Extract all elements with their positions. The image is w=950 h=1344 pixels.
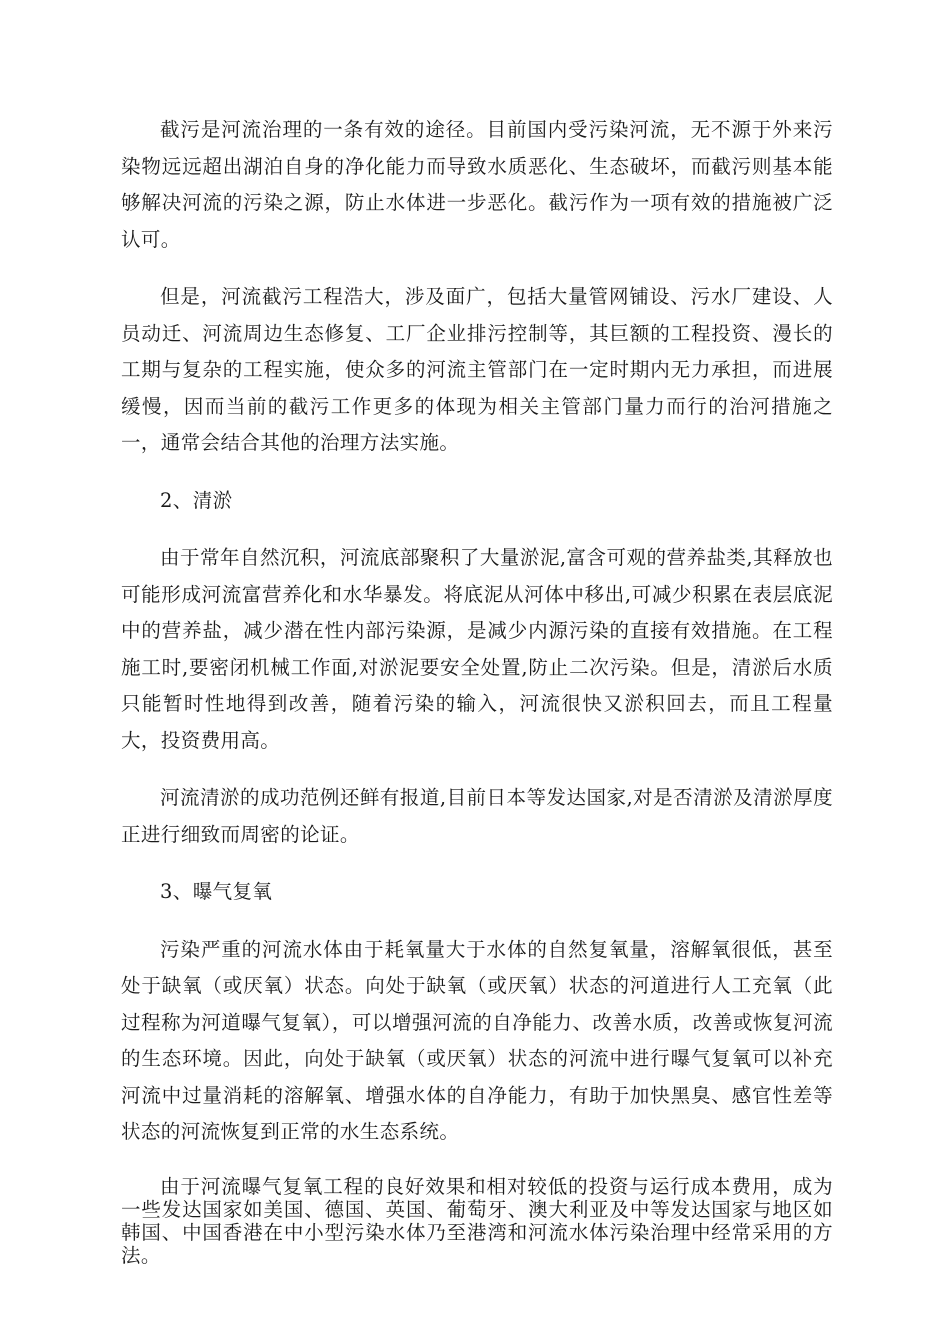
section-heading-aeration: 3、曝气复氧 [160, 880, 273, 903]
paragraph-interception-challenges: 但是，河流截污工程浩大，涉及面广，包括大量管网铺设、污水厂建设、人员动迁、河流周边生态修复、工厂企业排污控制等，其巨额的工程投资、漫长的工期与复杂的工程实施，使众多的河流主管部门在一定时期内无力承担，而进展缓慢，因而当前的截污工作更多的体现为相关主管部门量力而行的治河措施之一，通常会结合其他的治理方法实施。 [121, 285, 833, 454]
paragraph-dredging-description: 由于常年自然沉积，河流底部聚积了大量淤泥,富含可观的营养盐类,其释放也可能形成河流富营养化和水华暴发。将底泥从河体中移出,可减少积累在表层底泥中的营养盐，减少潜在性内部污染源，是减少内源污染的直接有效措施。在工程施工时,要密闭机械工作面,对淤泥要安全处置,防止二次污染。但是，清淤后水质只能暂时性地得到改善，随着污染的输入，河流很快又淤积回去，而且工程量大，投资费用高。 [121, 546, 833, 752]
section-heading-dredging: 2、清淤 [160, 488, 233, 512]
paragraph-interception-intro: 截污是河流治理的一条有效的途径。目前国内受污染河流，无不源于外来污染物远远超出湖泊自身的净化能力而导致水质恶化、生态破坏，而截污则基本能够解决河流的污染之源，防止水体进一步恶化。截污作为一项有效的措施被广泛认可。 [121, 118, 833, 251]
paragraph-dredging-examples: 河流清淤的成功范例还鲜有报道,目前日本等发达国家,对是否清淤及清淤厚度正进行细致而周密的论证。 [121, 786, 833, 846]
paragraph-aeration-adoption: 由于河流曝气复氧工程的良好效果和相对较低的投资与运行成本费用，成为一些发达国家如美国、德国、英国、葡萄牙、澳大利亚及中等发达国家与地区如韩国、中国香港在中小型污染水体乃至港湾和河流水体污染治理中经常采用的方法。 [121, 1174, 833, 1267]
document-body [121, 112, 833, 1288]
paragraph-aeration-description: 污染严重的河流水体由于耗氧量大于水体的自然复氧量，溶解氧很低，甚至处于缺氧（或厌氧）状态。向处于缺氧（或厌氧）状态的河道进行人工充氧（此过程称为河道曝气复氧），可以增强河流的自净能力、改善水质，改善或恢复河流的生态环境。因此，向处于缺氧（或厌氧）状态的河流中进行曝气复氧可以补充河流中过量消耗的溶解氧、增强水体的自净能力，有助于加快黑臭、感官性差等状态的河流恢复到正常的水生态系统。 [121, 937, 833, 1143]
